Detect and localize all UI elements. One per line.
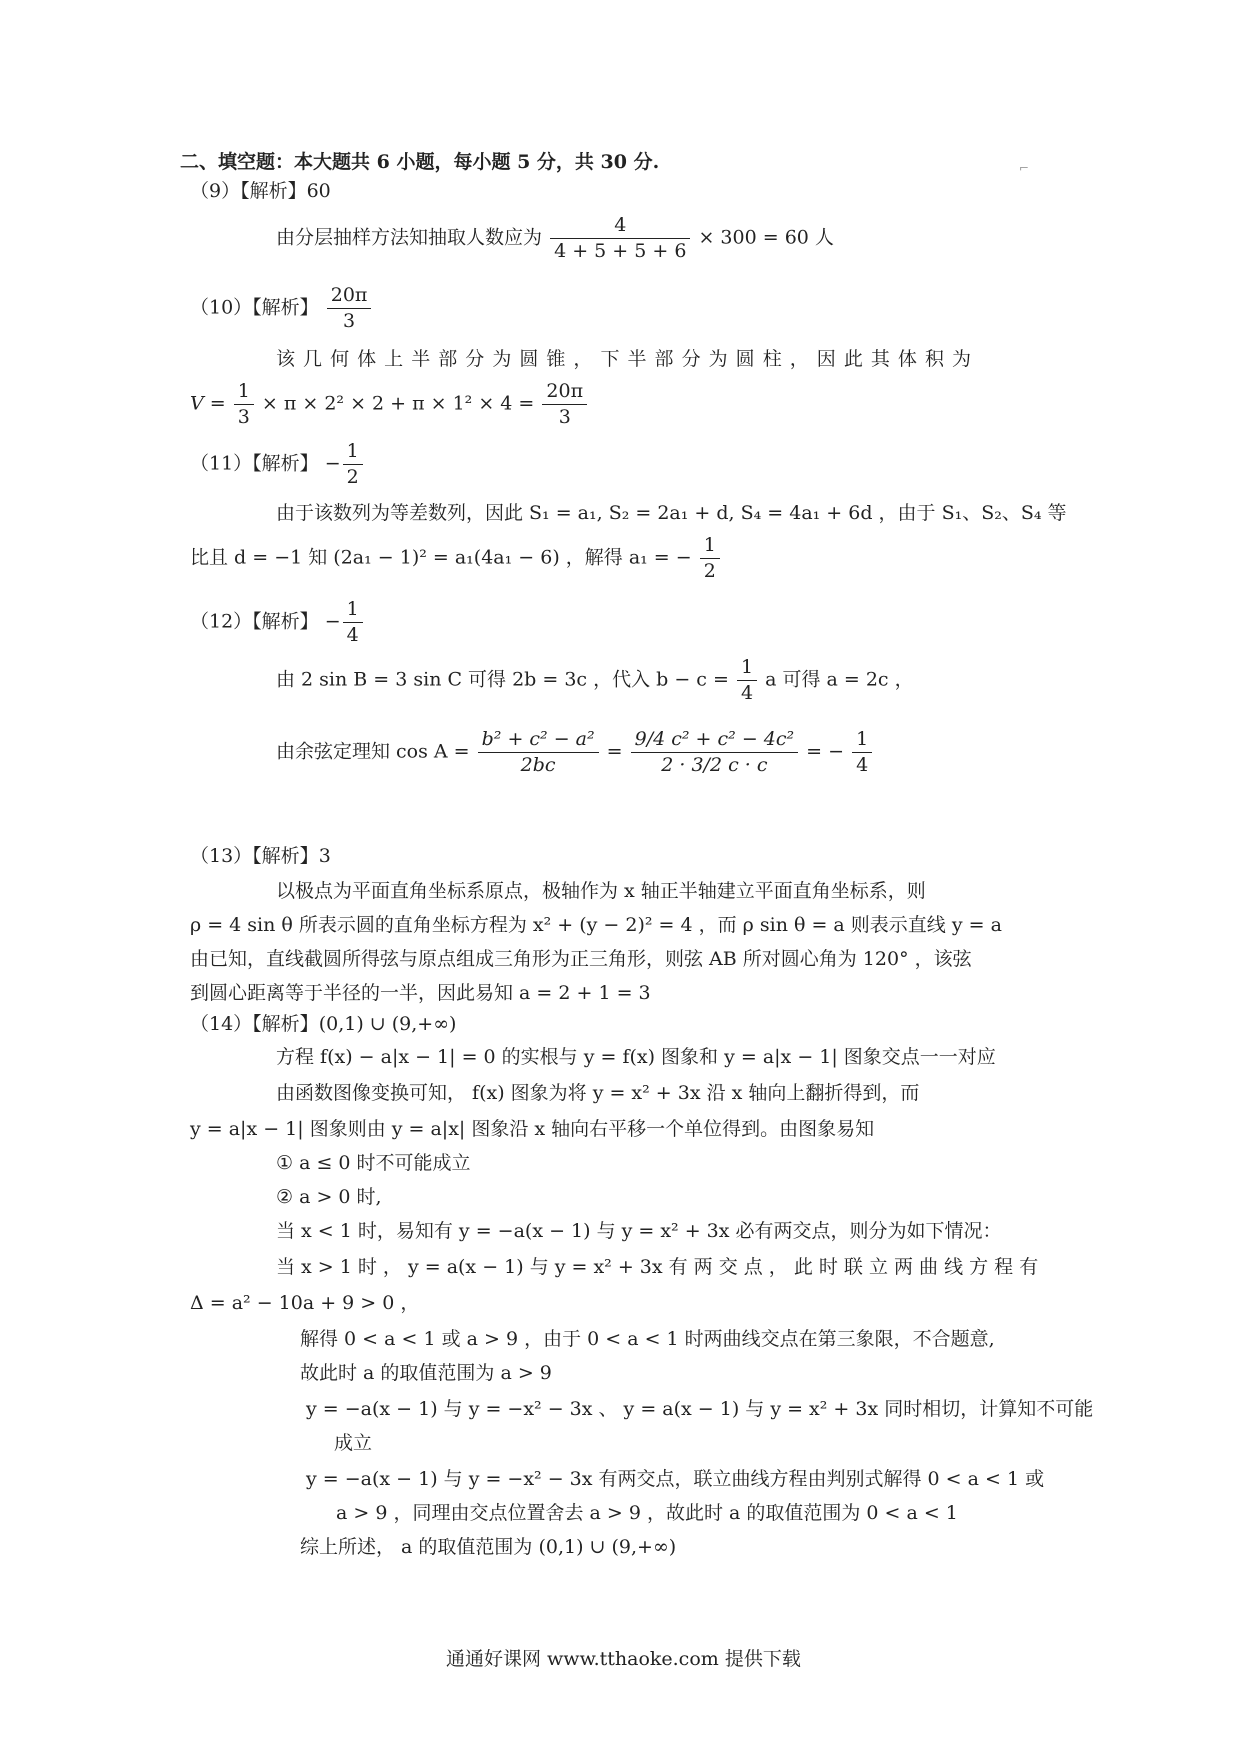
footer-text: 通通好课网 www.tthaoke.com 提供下载: [446, 1648, 801, 1670]
section-title: 二、填空题：本大题共 6 小题，每小题 5 分，共 30 分.: [180, 151, 660, 173]
q10-line1: 该 几 何 体 上 半 部 分 为 圆 锥 ， 下 半 部 分 为 圆 柱 ， 因 此 其 体 积 为: [276, 348, 972, 370]
q10-header: [190, 284, 373, 333]
q14-line: 综上所述， a 的取值范围为 (0,1) ∪ (9,+∞): [300, 1536, 677, 1558]
q14-answer: (0,1) ∪ (9,+∞): [318, 1013, 457, 1035]
q14-line: 当 x > 1 时 ， y = a(x − 1) 与 y = x² + 3x 有 两 交 点 ， 此 时 联 立 两 曲 线 方 程 有: [276, 1256, 1039, 1278]
q9-answer: 60: [306, 180, 331, 202]
q14-line: 由函数图像变换可知， f(x) 图象为将 y = x² + 3x 沿 x 轴向上翻折得到，而: [276, 1082, 920, 1104]
q12-label: （12）【解析】: [190, 610, 319, 633]
q14-header: [190, 1013, 456, 1036]
q13-line1: 以极点为平面直角坐标系原点，极轴作为 x 轴正半轴建立平面直角坐标系，则: [276, 880, 926, 902]
q11-line2: 比且 d = −1 知 (2a₁ − 1)² = a₁(4a₁ − 6) ，解得 a₁ = − $\frac{1}{2}$: [190, 534, 722, 583]
q9-result: × 300 = 60 人: [698, 226, 834, 249]
q13-label: （13）【解析】: [190, 845, 319, 867]
q14-line: 当 x < 1 时，易知有 y = −a(x − 1) 与 y = x² + 3x 必有两交点，则分为如下情况：: [276, 1220, 1002, 1242]
q14-line: 故此时 a 的取值范围为 a > 9: [300, 1362, 552, 1384]
q13-header: [190, 845, 331, 868]
q12-header: （12）【解析】 − $\frac{1}{4}$: [190, 598, 365, 647]
q14-line: ② a > 0 时,: [276, 1186, 382, 1208]
q10-answer: $\frac{20\pi}{3}$: [327, 284, 372, 333]
q13-line2: ρ = 4 sin θ 所表示圆的直角坐标方程为 x² + (y − 2)² = 4 ，而 ρ sin θ = a 则表示直线 y = a: [190, 914, 1002, 936]
q13-line4: 到圆心距离等于半径的一半，因此易知 a = 2 + 1 = 3: [190, 982, 651, 1004]
q14-line: y = a|x − 1| 图象则由 y = a|x| 图象沿 x 轴向右平移一个单位得到。由图象易知: [190, 1118, 875, 1140]
q14-line: y = −a(x − 1) 与 y = −x² − 3x 有两交点，联立曲线方程由判别式解得 0 < a < 1 或: [306, 1468, 1045, 1490]
q14-label: （14）【解析】: [190, 1013, 319, 1035]
q9-label: （9）【解析】: [190, 180, 307, 202]
q11-label: （11）【解析】: [190, 452, 319, 475]
q9-text: 由分层抽样方法知抽取人数应为: [276, 226, 543, 249]
q14-line: 解得 0 < a < 1 或 a > 9 ，由于 0 < a < 1 时两曲线交点在第三象限，不合题意,: [300, 1328, 995, 1350]
q14-line: ① a ≤ 0 时不可能成立: [276, 1152, 471, 1174]
q13-line3: 由已知，直线截圆所得弦与原点组成三角形为正三角形，则弦 AB 所对圆心角为 120° ，该弦: [190, 948, 972, 970]
q14-line: 成立: [334, 1432, 373, 1454]
q14-line: 方程 f(x) − a|x − 1| = 0 的实根与 y = f(x) 图象和 y = a|x − 1| 图象交点一一对应: [276, 1046, 996, 1068]
q11-header: （11）【解析】 − $\frac{1}{2}$: [190, 440, 365, 489]
q13-answer: 3: [318, 845, 331, 867]
q14-line: a > 9 ，同理由交点位置舍去 a > 9 ，故此时 a 的取值范围为 0 < a < 1: [336, 1502, 958, 1524]
q11-answer: $\frac{1}{2}$: [343, 440, 363, 489]
q14-line: Δ = a² − 10a + 9 > 0 ，: [190, 1292, 420, 1314]
q10-label: （10）【解析】: [190, 296, 319, 319]
q9-solution: [276, 214, 834, 263]
q12-answer: $\frac{1}{4}$: [343, 598, 363, 647]
q10-line2: V = $\frac{1}{3}$ × π × 2² × 2 + π × 1² × 4 = $\frac{20\pi}{3}$: [190, 380, 589, 429]
q12-line1: 由 2 sin B = 3 sin C 可得 2b = 3c ，代入 b − c = $\frac{1}{4}$ a 可得 a = 2c ，: [276, 656, 914, 704]
q12-line2: 由余弦定理知 cos A = $\frac{\text{b² + c² − a²}}{2bc}$ = $\frac{\text{9/4 c² + c² − 4c²}}{2 \cdot 3/2 c \cdot c}$ = − $\frac{1}{4}$: [276, 728, 874, 777]
q9-header: [190, 180, 331, 203]
q14-line: y = −a(x − 1) 与 y = −x² − 3x 、 y = a(x − 1) 与 y = x² + 3x 同时相切，计算知不可能: [306, 1398, 1094, 1420]
q9-fraction: $\frac{4}{4 + 5 + 5 + 6}$: [550, 214, 690, 263]
corner-mark: ⌐: [1019, 161, 1030, 175]
q11-line1: 由于该数列为等差数列，因此 S₁ = a₁, S₂ = 2a₁ + d, S₄ = 4a₁ + 6d ，由于 S₁、S₂、S₄ 等: [276, 502, 1067, 524]
